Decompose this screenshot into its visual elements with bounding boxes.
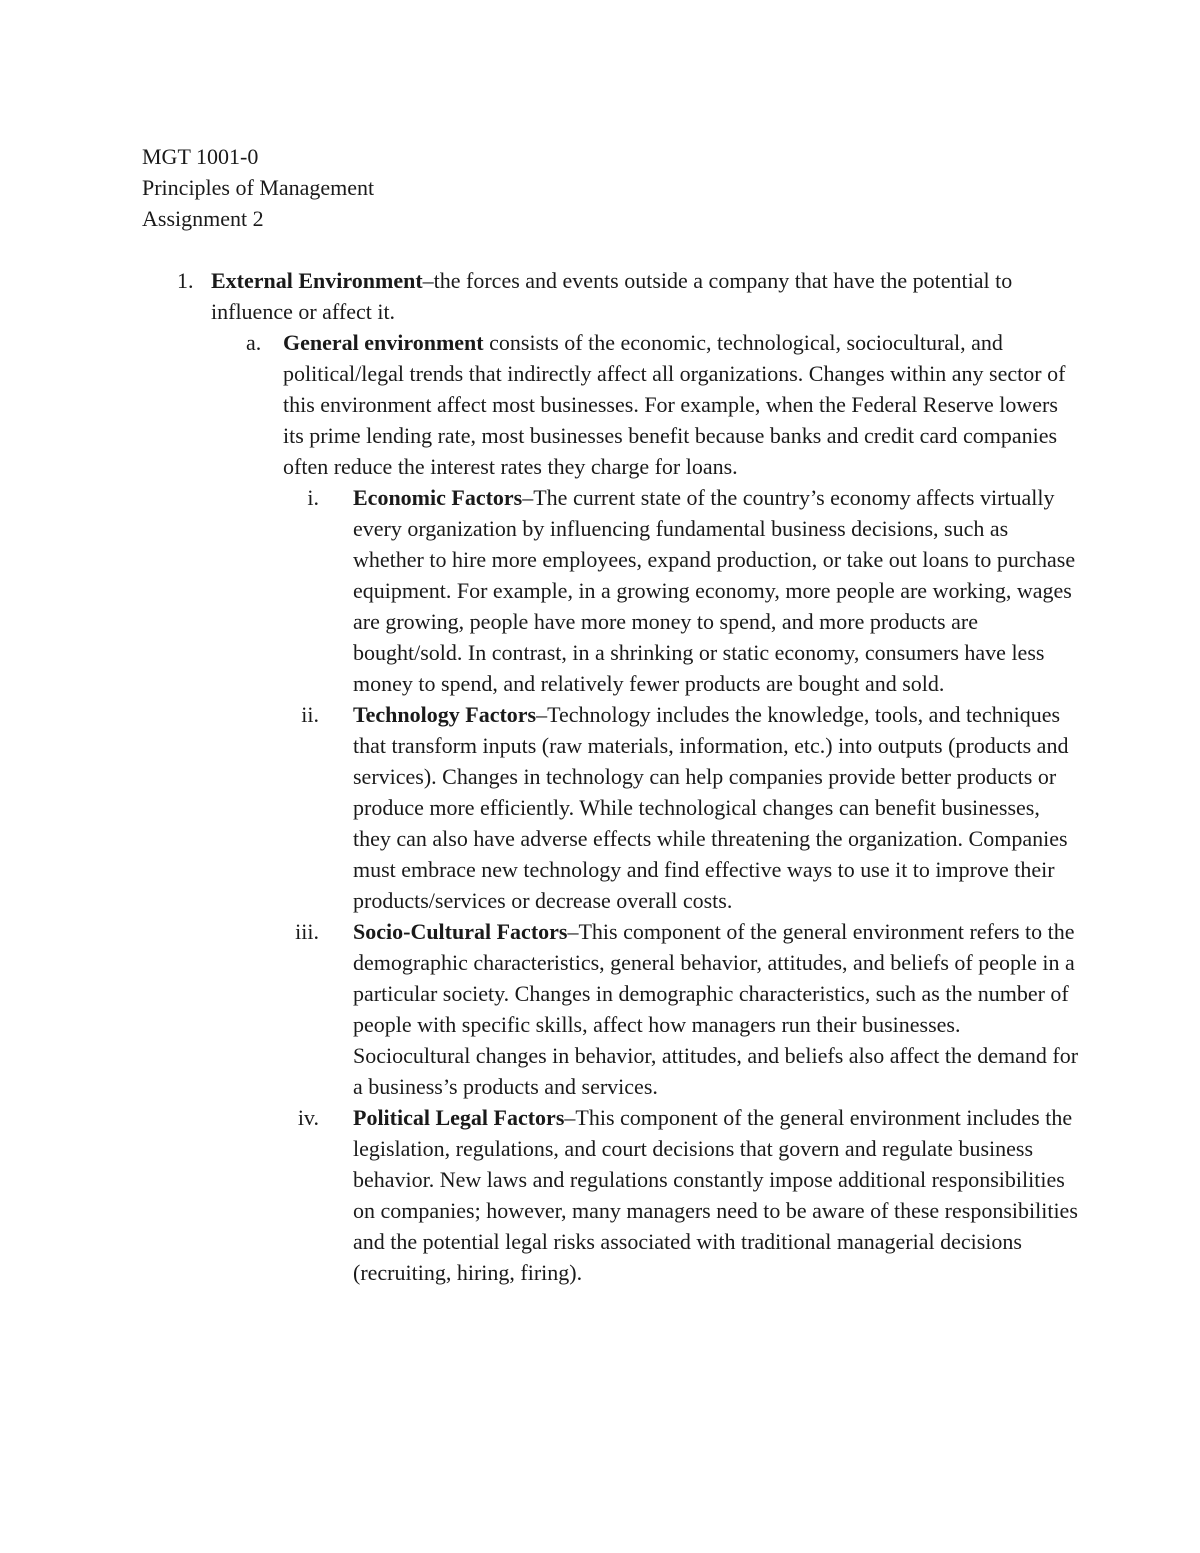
term-political-legal-factors: Political Legal Factors [353,1105,565,1130]
term-technology-factors: Technology Factors [353,702,537,727]
assignment-title: Assignment 2 [142,206,264,231]
term-general-environment: General environment [283,330,484,355]
course-title: Principles of Management [142,175,375,200]
term-socio-cultural-factors: Socio-Cultural Factors [353,919,568,944]
list-item-external-environment [142,265,1082,327]
term-economic-factors: Economic Factors [353,485,523,510]
list-item-technology-factors [283,699,1082,916]
list-marker: i. [307,485,319,510]
list-item-economic-factors [283,482,1082,699]
list-marker: ii. [301,702,319,727]
definition-text: –the forces and events outside a company that have the potential to influence or affect it. [211,268,1013,324]
definition-paragraph [353,699,1082,916]
outline-list [142,265,1082,1288]
document-header [142,141,1082,234]
definition-text: consists of the economic, technological, sociocultural, and political/legal trends that indirectly affect all organizations. Changes within any sector of this environment affect most businesses. For example, when the Federal Reserve lowers its prime lending rate, most businesses benefit because banks and credit card companies often reduce the interest rates they charge for loans. [283,330,1066,479]
definition-paragraph [353,482,1082,699]
definition-paragraph [353,916,1082,1102]
definition-text: –This component of the general environment includes the legislation, regulations, and court decisions that govern and regulate business behavior. New laws and regulations constantly impose additional responsibilities on companies; however, many managers need to be aware of these responsibilities and the potential legal risks associated with traditional managerial decisions (recruiting, hiring, firing). [353,1105,1078,1285]
list-marker: iv. [297,1105,319,1130]
definition-paragraph [283,327,1082,482]
list-item-general-environment [211,327,1082,482]
list-marker: 1. [177,268,194,293]
list-item-socio-cultural-factors [283,916,1082,1102]
term-external-environment: External Environment [211,268,423,293]
list-marker: a. [246,330,262,355]
definition-paragraph [353,1102,1082,1288]
definition-text: –This component of the general environment refers to the demographic characteristics, general behavior, attitudes, and beliefs of people in a particular society. Changes in demographic characteristics, such as the number of people with specific skills, affect how managers run their businesses. Sociocultural changes in behavior, attitudes, and beliefs also affect the demand for a business’s products and services. [353,919,1079,1099]
list-item-political-legal-factors [283,1102,1082,1288]
list-marker: iii. [295,919,319,944]
definition-paragraph [211,265,1082,327]
course-code: MGT 1001-0 [142,144,259,169]
definition-text: –Technology includes the knowledge, tools, and techniques that transform inputs (raw materials, information, etc.) into outputs (products and services). Changes in technology can help companies provide better products or produce more efficiently. While technological changes can benefit businesses, they can also have adverse effects while threatening the organization. Companies must embrace new technology and find effective ways to use it to improve their products/services or decrease overall costs. [353,702,1069,913]
definition-text: –The current state of the country’s economy affects virtually every organization by influencing fundamental business decisions, such as whether to hire more employees, expand production, or take out loans to purchase equipment. For example, in a growing economy, more people are working, wages are growing, people have more money to spend, and more products are bought/sold. In contrast, in a shrinking or static economy, consumers have less money to spend, and relatively fewer products are bought and sold. [353,485,1076,696]
